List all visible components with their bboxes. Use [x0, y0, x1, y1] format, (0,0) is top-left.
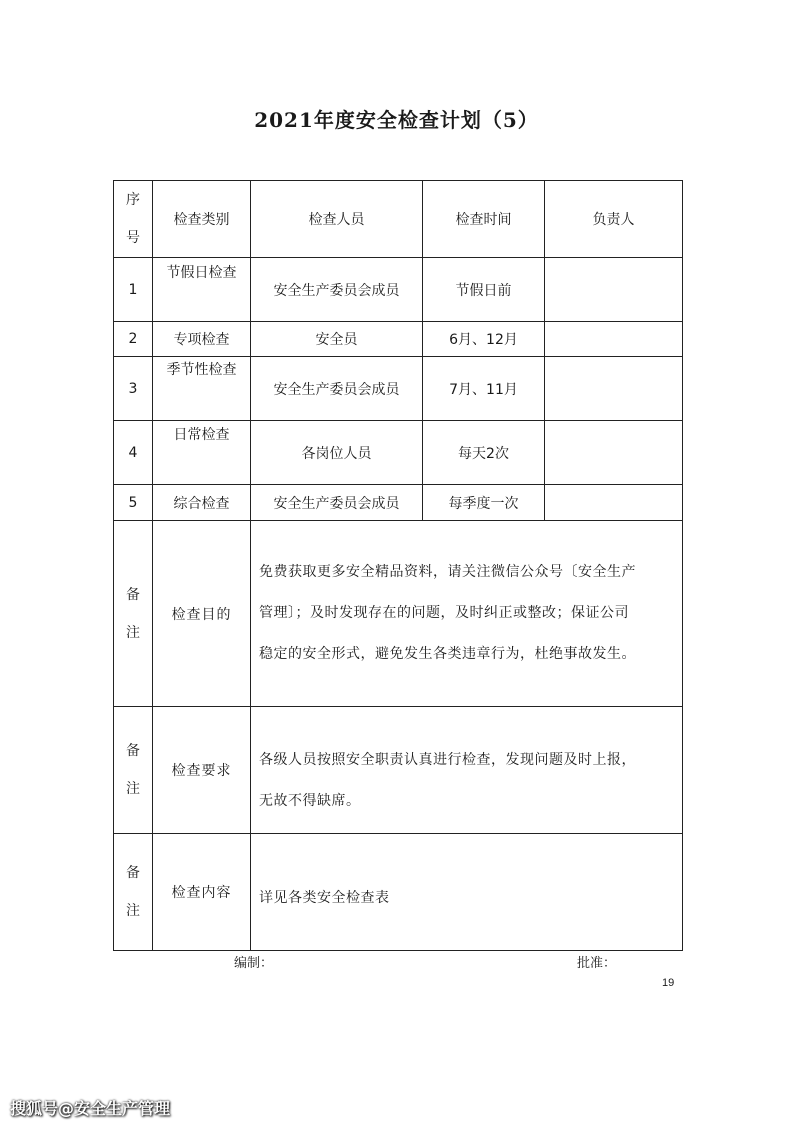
inspection-plan-table — [113, 180, 683, 951]
row-personnel: 安全生产委员会成员 — [251, 357, 423, 421]
row-category: 综合检查 — [153, 485, 251, 521]
row-category: 专项检查 — [153, 322, 251, 357]
table-header-row — [114, 181, 683, 258]
note-content: 各级人员按照安全职责认真进行检查，发现问题及时上报， 无故不得缺席。 — [251, 707, 683, 834]
table-row — [114, 258, 683, 322]
table-row — [114, 322, 683, 357]
row-owner — [545, 421, 683, 485]
row-time: 每天2次 — [423, 421, 545, 485]
row-owner — [545, 258, 683, 322]
row-category: 季节性检查 — [153, 357, 251, 421]
header-category: 检查类别 — [153, 181, 251, 258]
document-title: 2021年度安全检查计划（5） — [254, 108, 539, 132]
note-label: 检查内容 — [153, 834, 251, 951]
source-watermark: 搜狐号@安全生产管理 — [10, 1099, 171, 1118]
note-label: 检查目的 — [153, 521, 251, 707]
row-personnel: 安全生产委员会成员 — [251, 485, 423, 521]
row-seq: 4 — [114, 421, 153, 485]
page-number: 19 — [662, 977, 675, 989]
compiled-by-label: 编制： — [234, 956, 274, 971]
row-personnel: 安全员 — [251, 322, 423, 357]
header-seq: 序 号 — [114, 181, 153, 258]
row-seq: 3 — [114, 357, 153, 421]
note-row-requirements — [114, 707, 683, 834]
table-row — [114, 485, 683, 521]
row-time: 6月、12月 — [423, 322, 545, 357]
note-marker: 备 注 — [114, 834, 153, 951]
note-content: 免费获取更多安全精品资料，请关注微信公众号〔安全生产 管理〕；及时发现存在的问题，及时纠正或整改；保证公司 稳定的安全形式，避免发生各类违章行为，杜绝事故发生。 — [251, 521, 683, 707]
note-row-purpose — [114, 521, 683, 707]
row-category: 日常检查 — [153, 421, 251, 485]
row-personnel: 安全生产委员会成员 — [251, 258, 423, 322]
row-time: 节假日前 — [423, 258, 545, 322]
header-personnel: 检查人员 — [251, 181, 423, 258]
note-content: 详见各类安全检查表 — [251, 834, 683, 951]
approved-by-label: 批准： — [577, 956, 617, 971]
note-label: 检查要求 — [153, 707, 251, 834]
table-row — [114, 421, 683, 485]
row-seq: 2 — [114, 322, 153, 357]
row-owner — [545, 357, 683, 421]
table-row — [114, 357, 683, 421]
row-personnel: 各岗位人员 — [251, 421, 423, 485]
header-owner: 负责人 — [545, 181, 683, 258]
row-category: 节假日检查 — [153, 258, 251, 322]
row-seq: 5 — [114, 485, 153, 521]
header-time: 检查时间 — [423, 181, 545, 258]
note-row-content — [114, 834, 683, 951]
row-owner — [545, 485, 683, 521]
note-marker: 备 注 — [114, 707, 153, 834]
row-owner — [545, 322, 683, 357]
row-time: 7月、11月 — [423, 357, 545, 421]
note-marker: 备 注 — [114, 521, 153, 707]
row-time: 每季度一次 — [423, 485, 545, 521]
row-seq: 1 — [114, 258, 153, 322]
